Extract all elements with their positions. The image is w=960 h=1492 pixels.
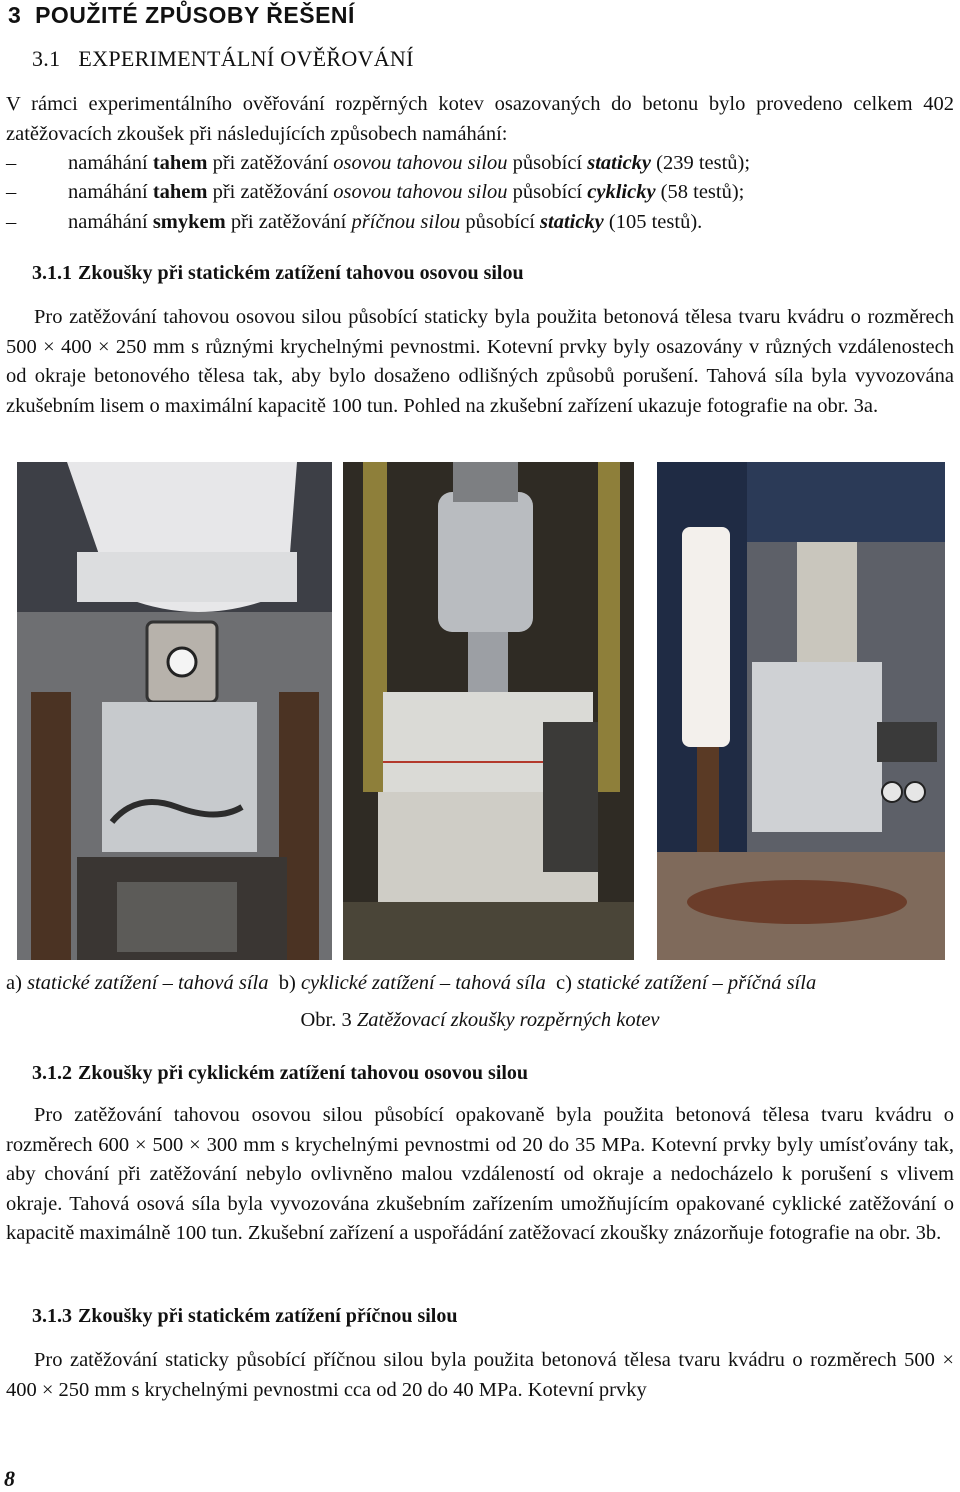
caption-text-a: statické zatížení – tahová síla: [27, 972, 269, 994]
caption-text-b: cyklické zatížení – tahová síla: [300, 972, 546, 994]
chapter-number: 3: [8, 2, 22, 28]
figure-title: [0, 1009, 960, 1032]
list-text: namáhání: [68, 152, 153, 174]
list-item: [6, 208, 954, 238]
caption-label-c: c): [555, 972, 578, 994]
list-bold-italic: staticky: [540, 211, 604, 233]
list-italic: příčnou silou: [351, 211, 461, 233]
photo-static-tension-test: [17, 462, 332, 960]
list-text: namáhání: [68, 181, 153, 203]
list-text: působící: [507, 181, 588, 203]
list-text: při zatěžování: [207, 181, 334, 203]
section-title: EXPERIMENTÁLNÍ OVĚŘOVÁNÍ: [78, 46, 414, 71]
chapter-title: POUŽITÉ ZPŮSOBY ŘEŠENÍ: [35, 2, 355, 28]
section-heading: [32, 46, 414, 72]
subsection-heading-3-1-3: [32, 1305, 457, 1328]
caption-label-a: a): [6, 972, 28, 994]
list-italic: osovou tahovou silou: [333, 152, 508, 174]
paragraph-3-1-3: Pro zatěžování staticky působící příčnou silou byla použita betonová tělesa tvaru kvádru o rozměrech 500 × 400 × 250 mm s krychelnými pevnostmi cca od 20 do 40 MPa. Kotevní prvky: [6, 1349, 954, 1401]
subsection-number: 3.1.3: [32, 1305, 72, 1327]
list-text: působící: [460, 211, 541, 233]
list-text: při zatěžování: [207, 152, 334, 174]
list-item: [6, 149, 954, 179]
figure-title-text: Zatěžovací zkoušky rozpěrných kotev: [356, 1009, 660, 1031]
list-text: namáhání: [68, 211, 153, 233]
list-bold-italic: staticky: [587, 152, 652, 174]
subsection-number: 3.1.2: [32, 1062, 72, 1084]
list-item: [6, 178, 954, 208]
list-text: při zatěžování: [225, 211, 352, 233]
list-bold: tahem: [152, 181, 208, 203]
list-dash: –: [6, 152, 17, 174]
figure-number: Obr. 3: [300, 1009, 357, 1031]
figure-captions: [6, 972, 954, 995]
list-dash: –: [6, 181, 17, 203]
caption-label-b: b): [278, 972, 301, 994]
list-bold: tahem: [152, 152, 208, 174]
paragraph-3-1-2: Pro zatěžování tahovou osovou silou působící opakovaně byla použita betonová tělesa tvaru kvádru o rozměrech 600 × 500 × 300 mm s krychelnými pevnostmi od 20 do 35 MPa. Kotevní prvky byly umísťovány tak, aby chování při zatěžování nebylo ovlivněno malou vzdáleností od okraje a nedocházelo k porušení s vlivem okraje. Tahová osová síla byla vyvozována zkušebním zařízením umožňujícím opakované cyklické zatěžování o kapacitě maximálně 100 tun. Zkušební zařízení a uspořádání zatěžovací zkoušky znázorňuje fotografie na obr. 3b.: [6, 1104, 954, 1244]
section-number: 3.1: [32, 46, 61, 71]
photo-cyclic-tension-test: [343, 462, 634, 960]
page-number: 8: [4, 1466, 15, 1491]
list-text: (105 testů).: [603, 211, 703, 233]
list-dash: –: [6, 211, 17, 233]
list-bold-italic: cyklicky: [587, 181, 656, 203]
list-text: působící: [507, 152, 588, 174]
list-text: (239 testů);: [651, 152, 751, 174]
chapter-heading: [8, 2, 355, 29]
intro-paragraph: V rámci experimentálního ověřování rozpěrných kotev osazovaných do betonu bylo provedeno celkem 402 zatěžovacích zkoušek při následujících způsobech namáhání:: [6, 93, 954, 145]
subsection-title: Zkoušky při statickém zatížení příčnou silou: [78, 1305, 458, 1327]
subsection-number: 3.1.1: [32, 262, 72, 284]
list-text: (58 testů);: [655, 181, 745, 203]
subsection-title: Zkoušky při cyklickém zatížení tahovou osovou silou: [78, 1062, 529, 1084]
list-bold: smykem: [152, 211, 226, 233]
subsection-heading-3-1-1: [32, 262, 524, 285]
list-italic: osovou tahovou silou: [333, 181, 508, 203]
subsection-title: Zkoušky při statickém zatížení tahovou osovou silou: [78, 262, 524, 284]
subsection-heading-3-1-2: [32, 1062, 528, 1085]
caption-text-c: statické zatížení – příčná síla: [577, 972, 817, 994]
photo-static-shear-test: [657, 462, 945, 960]
paragraph-3-1-1: Pro zatěžování tahovou osovou silou působící staticky byla použita betonová tělesa tvaru kvádru o rozměrech 500 × 400 × 250 mm s různými krychelnými pevnostmi. Kotevní prvky byly osazovány v různých vzdálenostech od okraje betonového tělesa tak, aby bylo dosaženo odlišných způsobů porušení. Tahová síla byla vyvozována zkušebním lisem o maximální kapacitě 100 tun. Pohled na zkušební zařízení ukazuje fotografie na obr. 3a.: [6, 306, 954, 417]
